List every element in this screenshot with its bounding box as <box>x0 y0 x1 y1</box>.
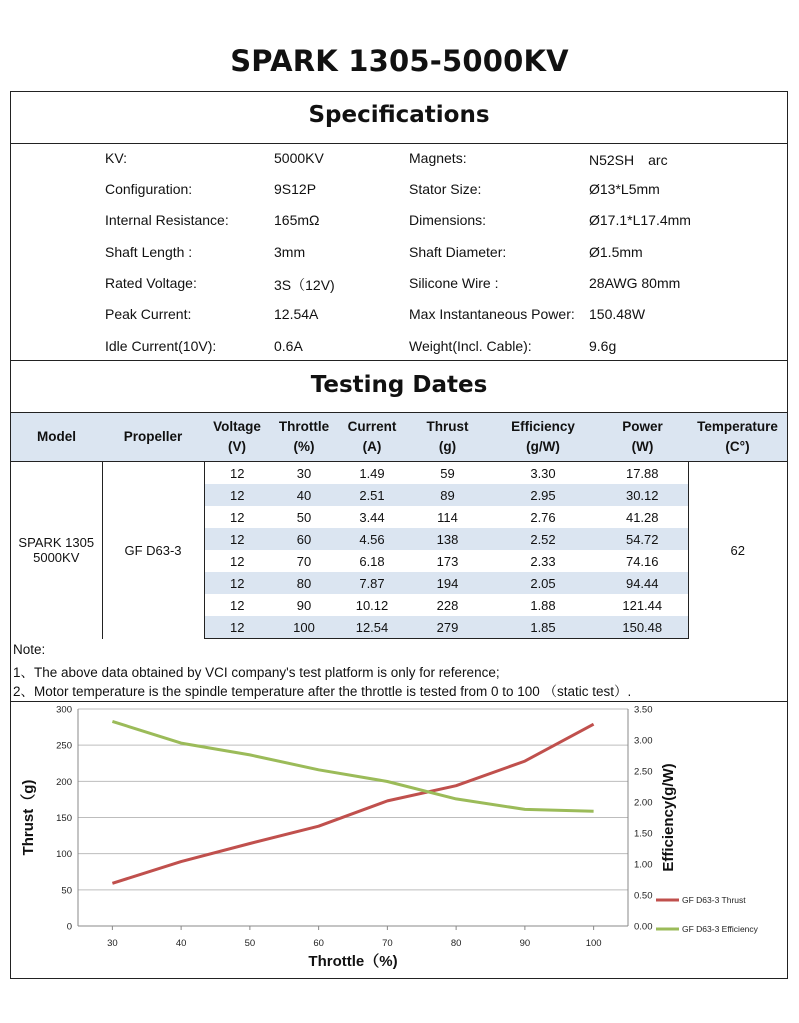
spec-value-internal-resistance: 165mΩ <box>274 212 320 228</box>
throttle-cell: 50 <box>296 509 312 525</box>
y-tick-label: 0 <box>66 921 72 933</box>
throttle-cell: 100 <box>270 616 338 639</box>
chart-labels <box>19 763 677 970</box>
specifications-heading: Specifications <box>308 102 490 128</box>
column-header: Temperature (C°) <box>688 413 787 462</box>
table-header-row <box>11 413 787 462</box>
spec-sheet <box>10 91 788 979</box>
model-cell: SPARK 1305 5000KV <box>11 462 102 639</box>
thrust-cell: 59 <box>440 465 455 481</box>
power-cell: 30.12 <box>597 484 688 506</box>
spec-value-idle-current: 0.6A <box>274 338 303 354</box>
efficiency-series-line <box>112 721 593 811</box>
x-tick-label: 70 <box>382 938 393 949</box>
y-tick-label: 100 <box>56 849 72 861</box>
power-cell: 94.44 <box>597 572 688 594</box>
column-header: Throttle (%) <box>270 413 338 462</box>
spec-label-dimensions: Dimensions: <box>409 212 487 228</box>
voltage-cell: 12 <box>204 484 270 506</box>
voltage-cell: 12 <box>230 509 245 525</box>
y-tick-label: 50 <box>61 885 72 897</box>
spec-label-kv: KV: <box>105 150 128 166</box>
column-header: Model <box>11 413 102 462</box>
y2-tick-label: 2.50 <box>634 766 653 778</box>
thrust-efficiency-chart <box>11 702 787 978</box>
table-row <box>11 462 787 485</box>
page-title: SPARK 1305-5000KV <box>230 44 569 78</box>
current-cell: 12.54 <box>338 616 406 639</box>
throttle-cell: 90 <box>296 597 312 613</box>
divider <box>11 143 787 144</box>
thrust-cell: 114 <box>437 509 458 525</box>
chart-axes <box>78 709 628 930</box>
chart-series <box>112 721 593 883</box>
x-tick-label: 80 <box>450 938 462 949</box>
legend-label: GF D63-3 Efficiency <box>682 924 758 934</box>
y-tick-label: 300 <box>56 704 72 716</box>
throttle-cell: 40 <box>270 484 338 506</box>
column-header: Voltage (V) <box>204 413 270 462</box>
y2-tick-label: 1.50 <box>634 828 653 840</box>
thrust-cell: 89 <box>406 484 489 506</box>
x-tick-label: 40 <box>175 938 187 949</box>
spec-label-shaft-diameter: Shaft Diameter: <box>409 244 507 260</box>
spec-value-stator-size: Ø13*L5mm <box>589 181 660 197</box>
voltage-cell: 12 <box>204 572 270 594</box>
thrust-series-line <box>112 724 593 883</box>
spec-value-kv: 5000KV <box>274 150 324 166</box>
efficiency-cell: 2.76 <box>530 509 556 525</box>
throttle-cell: 70 <box>296 553 312 569</box>
spec-label-rated-voltage: Rated Voltage: <box>105 275 197 291</box>
power-cell: 17.88 <box>625 465 659 481</box>
spec-value-max-power: 150.48W <box>589 306 646 322</box>
spec-label-silicone-wire: Silicone Wire : <box>409 275 499 291</box>
spec-value-weight: 9.6g <box>589 338 617 354</box>
testing-table <box>11 412 787 639</box>
column-header: Power (W) <box>597 413 688 462</box>
x-tick-label: 30 <box>107 938 118 949</box>
spec-value-configuration: 9S12P <box>274 181 317 197</box>
power-cell: 150.48 <box>597 616 688 639</box>
thrust-cell: 138 <box>406 528 489 550</box>
testing-heading: Testing Dates <box>310 372 488 398</box>
spec-label-peak-current: Peak Current: <box>105 306 192 322</box>
spec-value-silicone-wire: 28AWG 80mm <box>589 275 681 291</box>
thrust-cell: 173 <box>436 553 459 569</box>
y-tick-label: 250 <box>56 740 72 752</box>
legend-label: GF D63-3 Thrust <box>682 895 746 905</box>
spec-value-dimensions: Ø17.1*L17.4mm <box>589 212 691 228</box>
temperature-cell: 62 <box>688 462 787 639</box>
current-cell: 2.51 <box>338 484 406 506</box>
y2-tick-label: 3.50 <box>634 704 653 716</box>
note-line-1: 1、The above data obtained by VCI company's test platform is only for reference; <box>13 665 500 680</box>
efficiency-cell: 1.88 <box>530 597 556 613</box>
voltage-cell: 12 <box>230 597 245 613</box>
efficiency-cell: 2.95 <box>489 484 597 506</box>
thrust-cell: 228 <box>436 597 459 613</box>
spec-value-magnets: N52SH arc <box>589 152 668 168</box>
power-cell: 74.16 <box>625 553 659 569</box>
spec-label-max-power: Max Instantaneous Power: <box>409 306 575 322</box>
note-line-2: 2、Motor temperature is the spindle temperature after the throttle is tested from 0 to 100 （static test）. <box>13 684 632 699</box>
throttle-cell: 60 <box>270 528 338 550</box>
spec-value-shaft-diameter: Ø1.5mm <box>589 244 643 260</box>
column-header: Thrust (g) <box>406 413 489 462</box>
efficiency-cell: 3.30 <box>530 465 556 481</box>
spec-value-rated-voltage: 3S（12V) <box>274 277 335 293</box>
x-tick-label: 50 <box>244 938 256 949</box>
power-cell: 121.44 <box>622 597 663 613</box>
efficiency-cell: 2.52 <box>489 528 597 550</box>
x-tick-label: 90 <box>519 938 531 949</box>
throttle-cell: 30 <box>296 465 312 481</box>
column-header: Efficiency (g/W) <box>489 413 597 462</box>
y2-tick-label: 0.50 <box>634 890 653 902</box>
efficiency-cell: 1.85 <box>489 616 597 639</box>
column-header: Current (A) <box>338 413 406 462</box>
spec-label-stator-size: Stator Size: <box>409 181 482 197</box>
y-tick-label: 150 <box>56 813 72 824</box>
voltage-cell: 12 <box>204 528 270 550</box>
spec-value-peak-current: 12.54A <box>274 306 319 322</box>
column-header: Propeller <box>102 413 204 462</box>
note-heading: Note: <box>13 642 46 657</box>
y-axis-label: Thrust（g) <box>20 779 37 856</box>
y-tick-label: 200 <box>56 776 72 788</box>
x-axis-label: Throttle（%) <box>308 953 398 970</box>
current-cell: 7.87 <box>338 572 406 594</box>
spec-label-internal-resistance: Internal Resistance: <box>105 212 229 228</box>
spec-label-configuration: Configuration: <box>105 181 193 197</box>
x-tick-label: 100 <box>585 938 602 949</box>
current-cell: 1.49 <box>359 465 385 481</box>
chart-legend <box>656 895 759 934</box>
y2-tick-label: 1.00 <box>634 859 653 871</box>
spec-value-shaft-length: 3mm <box>274 244 306 260</box>
efficiency-cell: 2.05 <box>489 572 597 594</box>
y2-axis-label: Efficiency(g/W) <box>660 763 677 872</box>
throttle-cell: 80 <box>270 572 338 594</box>
current-cell: 4.56 <box>338 528 406 550</box>
power-cell: 41.28 <box>625 509 659 525</box>
y2-tick-label: 0.00 <box>634 921 653 933</box>
voltage-cell: 12 <box>230 553 245 569</box>
x-tick-label: 60 <box>313 938 324 949</box>
thrust-cell: 194 <box>406 572 489 594</box>
thrust-cell: 279 <box>406 616 489 639</box>
current-cell: 10.12 <box>355 597 389 613</box>
spec-label-shaft-length: Shaft Length : <box>105 244 193 260</box>
current-cell: 6.18 <box>359 553 385 569</box>
y2-tick-label: 2.00 <box>634 797 653 809</box>
voltage-cell: 12 <box>204 616 270 639</box>
spec-label-magnets: Magnets: <box>409 150 467 166</box>
spec-label-idle-current: Idle Current(10V): <box>105 338 217 354</box>
propeller-cell: GF D63-3 <box>102 462 204 639</box>
divider <box>11 360 787 361</box>
efficiency-cell: 2.33 <box>530 553 556 569</box>
current-cell: 3.44 <box>359 509 385 525</box>
y2-tick-label: 3.00 <box>634 735 653 747</box>
power-cell: 54.72 <box>597 528 688 550</box>
spec-label-weight: Weight(Incl. Cable): <box>409 338 532 354</box>
voltage-cell: 12 <box>230 465 245 481</box>
